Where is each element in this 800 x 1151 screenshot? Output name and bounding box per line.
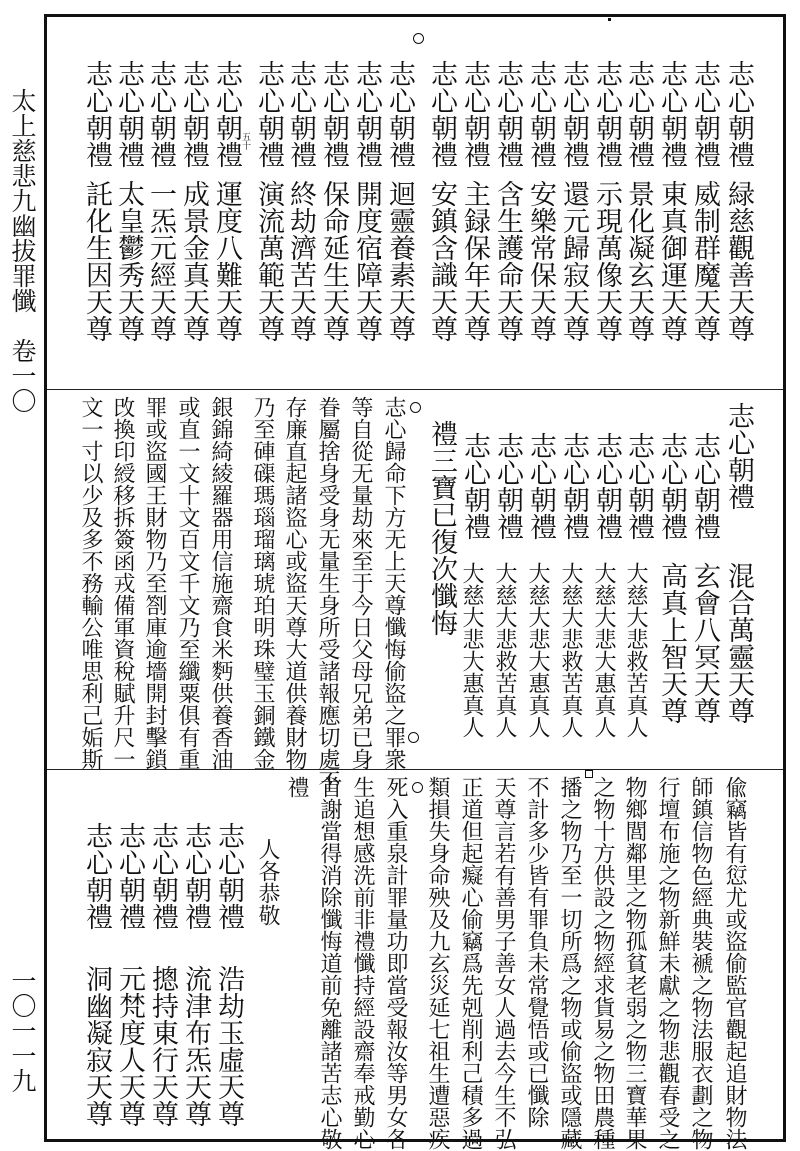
dot-mark [608,18,611,21]
text-column: 或直一文十文百文千文乃至纖粟俱有重 [175,396,200,770]
row-name: 一炁元經天尊 [145,180,176,342]
row-prefix: 志心朝禮 [114,822,145,930]
row-prefix: 志心朝禮 [426,60,457,168]
text-column: 師鎮信物色經典裝褫之物法服衣劃之物 [688,776,713,1150]
row-prefix: 志心朝禮 [211,60,242,168]
row-prefix: 志心朝禮 [492,432,523,540]
margin-page-number: 一〇一一九 [8,968,37,1093]
row-prefix: 志心朝禮 [689,60,720,168]
row-prefix: 志心朝禮 [213,822,244,930]
row-name: 東真御運天尊 [656,180,687,342]
text-column: 罪或盜國王財物乃至劄庫逾墻開封擊鎖 [142,396,167,770]
row-prefix: 志心朝禮 [81,822,112,930]
row-prefix: 志心朝禮 [351,60,382,168]
text-column: 播之物乃至一切所爲之物或偷盜或隱藏 [557,776,582,1150]
row-name: 景化凝玄天尊 [623,180,654,342]
row-prefix: 志心朝禮 [558,432,589,540]
row-prefix: 志心朝禮 [623,432,654,540]
row-prefix: 志心朝禮 [180,822,211,930]
text-column: 生追想感洗前非禮懺持經設齋奉戒勤心 [350,776,375,1150]
row-prefix: 志心朝禮 [145,60,176,168]
row-prefix: 志心朝禮 [492,60,523,168]
row-name: 大慈大悲救苦真人 [623,562,648,738]
row-name: 演流萬範天尊 [253,180,284,342]
text-column: 眷屬捨身受身无量生身所受諸報應切處不 [315,396,340,792]
row-prefix: 志心朝禮 [147,822,178,930]
row-name: 流津布炁天尊 [180,965,211,1127]
row-name: 安樂常保天尊 [525,180,556,342]
text-column: 等自從无量劫來至于今日父母兄弟已身 [348,396,373,770]
row-name: 大慈大悲救苦真人 [558,562,583,738]
text-column: 存廉直起諸盜心或盜天尊大道供養財物 [282,396,307,770]
row-prefix: 志心朝禮 [285,60,316,168]
row-name: 威制群魔天尊 [689,180,720,342]
text-column: 類損失身命殃及九玄災延七祖生遭惡疾 [425,776,450,1150]
row-name: 摠持東行天尊 [147,965,178,1127]
row-name: 高真上智天尊 [656,562,687,724]
row-name: 大慈大悲大惠真人 [525,562,550,738]
square-mark [585,770,593,778]
row-prefix: 志心朝禮 [623,60,654,168]
row-name: 緑慈觀善天尊 [723,180,754,342]
row-name: 成景金真天尊 [178,180,209,342]
row-name: 安鎮含識天尊 [426,180,457,342]
row-name: 終劫濟苦天尊 [285,180,316,342]
text-column: 乃至硨磲瑪瑙瑠璃琥珀明珠璧玉銅鐵金 [250,396,275,770]
margin-title: 太上慈悲九幽拔罪懺 卷一〇 [8,88,37,413]
circle-mark [413,33,424,44]
row-prefix: 志心朝禮 [81,60,112,168]
row-name: 主録保年天尊 [459,180,490,342]
text-column: 之物十方供設之物經求貨易之物田農種 [590,776,615,1150]
row-name: 還元歸寂天尊 [558,180,589,342]
row-name: 大慈大悲救苦真人 [492,562,517,738]
row-name: 玄會八冥天尊 [689,562,720,724]
row-name: 保命延生天尊 [318,180,349,342]
row-name: 大慈大悲大惠真人 [459,562,484,738]
row-prefix: 志心朝禮 [723,60,754,168]
text-column: 銀錦綺綾羅器用信施齋食米麪供養香油 [208,396,233,770]
text-column: 禮 [284,776,309,798]
row-prefix: 志心朝禮 [253,60,284,168]
row-prefix: 志心朝禮 [459,60,490,168]
row-name: 運度八難天尊 [211,180,242,342]
row-prefix: 志心朝禮 [318,60,349,168]
text-column: 攺換印綬移拆簽函戎備軍資稅賦升尺一 [110,396,135,770]
row-prefix: 志心朝禮 [178,60,209,168]
row-prefix: 志心朝禮 [689,432,720,540]
row-name: 託化生因天尊 [81,180,112,342]
text-column: 志心歸命下方无上天尊懺悔偷盜之罪衆 [381,396,406,770]
text-column: 不計多少皆有罪負未常覺悟或已懺除 [524,776,549,1128]
row-prefix: 志心朝禮 [384,60,415,168]
circle-mark [408,732,419,743]
row-name: 大慈大悲大惠真人 [591,562,616,738]
row-name: 開度宿障天尊 [351,180,382,342]
row-name: 含生護命天尊 [492,180,523,342]
text-column: 偸竊皆有愆尤或盜偷監官觀起追財物法 [722,776,747,1150]
text-column: 行壇布施之物新鮮未獻之物悲觀春受之 [655,776,680,1150]
section-divider-top [47,389,783,390]
row-name: 混合萬靈天尊 [723,562,754,724]
row-prefix: 志心朝禮 [525,432,556,540]
row-prefix: 志心朝禮 [591,60,622,168]
row-prefix: 志心朝禮 [591,432,622,540]
section-marker: 五十 [240,132,250,150]
row-prefix: 志心朝禮 [558,60,589,168]
row-prefix: 志心朝禮 [113,60,144,168]
text-column: 首謝當得消除懺悔道前免離諸苦志心敬 [317,776,342,1150]
row-prefix: 志心朝禮 [656,432,687,540]
respond-note: 人各恭敬 [255,838,280,926]
circle-mark [412,782,423,793]
text-column: 正道但起癡心偷竊爲先剋削利己積多過 [458,776,483,1150]
row-name: 洞幽凝寂天尊 [81,965,112,1127]
row-name: 元梵度人天尊 [114,965,145,1127]
row-prefix: 志心朝禮 [525,60,556,168]
row-prefix: 志心朝禮 [459,432,490,540]
text-column: 死入重泉計罪量功即當受報汝等男女各 [383,776,408,1150]
section-heading: 禮三寶已復次懺悔 [426,420,457,636]
row-name: 示現萬像天尊 [591,180,622,342]
text-column: 天尊言若有善男子善女人過去今生不弘 [491,776,516,1150]
row-name: 迴靈養素天尊 [384,180,415,342]
row-prefix: 志心朝禮 [723,402,754,510]
row-name: 太皇鬱秀天尊 [113,180,144,342]
row-prefix: 志心朝禮 [656,60,687,168]
text-column: 文一寸以少及多不務輸公唯思利己姤斯 [78,396,103,770]
row-name: 浩劫玉虛天尊 [213,965,244,1127]
text-column: 物鄉閭鄰里之物孤貧老弱之物三寶華果 [622,776,647,1150]
circle-mark [410,402,421,413]
